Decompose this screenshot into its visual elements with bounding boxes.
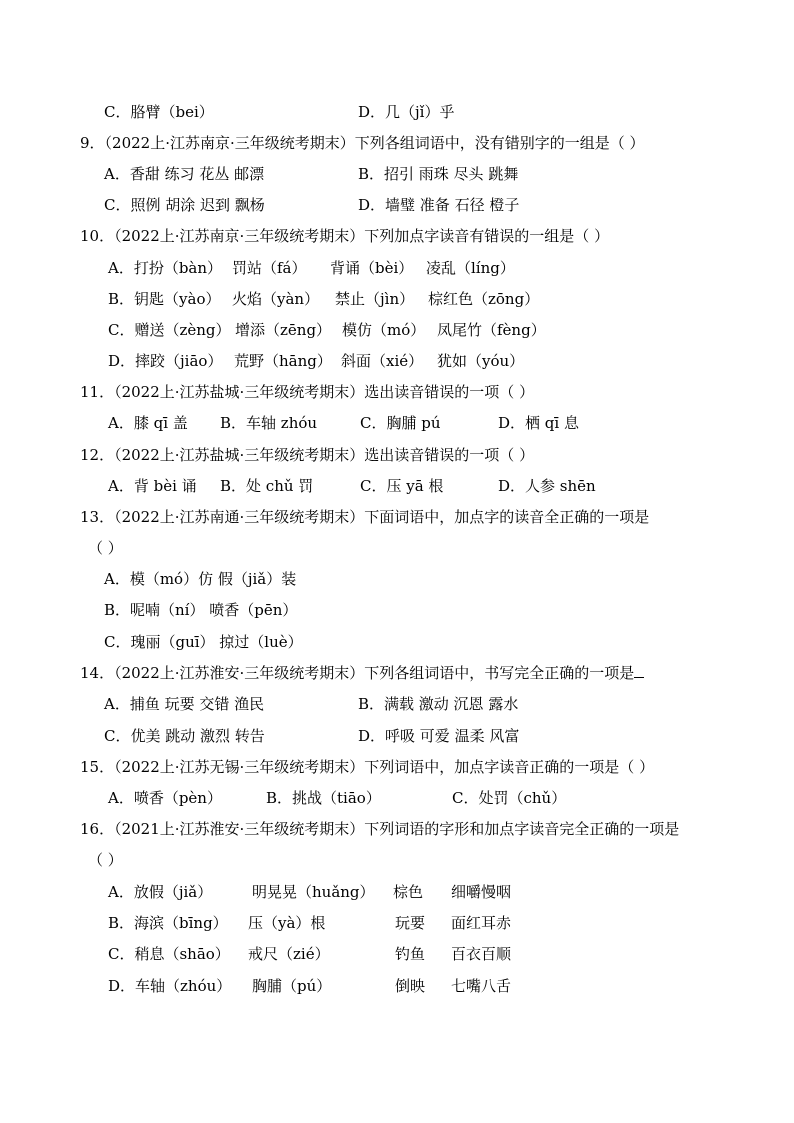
question-13-bracket: （ ） — [88, 539, 123, 557]
option-d: D．人参 shēn — [498, 477, 596, 495]
word-3: 斜面（xié） — [341, 352, 424, 370]
question-16: 16．（2021上·江苏淮安·三年级统考期末）下列词语的字形和加点字读音完全正确的一项是 — [80, 820, 680, 838]
question-9: 9．（2022上·江苏南京·三年级统考期末）下列各组词语中，没有错别字的一组是（ ） — [80, 134, 645, 152]
option-b: B．处 chǔ 罚 — [220, 477, 314, 495]
question-10: 10．（2022上·江苏南京·三年级统考期末）下列加点字读音有错误的一组是（ ） — [80, 227, 610, 245]
option-a: A．背 bèi 诵 — [108, 477, 197, 495]
option-a: A．香甜 练习 花丛 邮漂 — [104, 165, 265, 183]
word-1: D．摔跤（jiāo） — [108, 352, 223, 370]
word-4: 七嘴八舌 — [451, 977, 512, 995]
word-3: 玩要 — [395, 914, 426, 932]
word-2: 增添（zēng） — [235, 321, 332, 339]
word-2: 罚站（fá） — [232, 259, 307, 277]
word-1: A．放假（jiǎ） — [108, 883, 213, 901]
option-c: C．胸脯 pú — [360, 414, 441, 432]
word-2: 胸脯（pú） — [252, 977, 332, 995]
word-2: 明晃晃（huǎng） — [252, 883, 375, 901]
option-b: B．招引 雨珠 尽头 跳舞 — [358, 165, 519, 183]
option-c: C．处罚（chǔ） — [452, 789, 567, 807]
option-b: B．车轴 zhóu — [220, 414, 318, 432]
answer-blank — [634, 663, 644, 678]
option-b: B．挑战（tiāo） — [266, 789, 381, 807]
word-2: 戒尺（zié） — [248, 945, 330, 963]
word-1: B．钥匙（yào） — [108, 290, 221, 308]
option-c: C．胳臂（bei） — [104, 103, 214, 121]
q13-option-a: A．模（mó）仿 假（jiǎ）装 — [104, 570, 297, 588]
word-1: C．稍息（shāo） — [108, 945, 230, 963]
option-c: C．压 yā 根 — [360, 477, 444, 495]
word-1: A．打扮（bàn） — [108, 259, 223, 277]
word-4: 百衣百顺 — [451, 945, 512, 963]
word-3: 倒映 — [395, 977, 426, 995]
word-4: 细嚼慢咽 — [451, 883, 512, 901]
word-2: 荒野（hāng） — [234, 352, 332, 370]
question-12: 12．（2022上·江苏盐城·三年级统考期末）选出读音错误的一项（ ） — [80, 446, 535, 464]
question-16-bracket: （ ） — [88, 851, 123, 869]
option-a: A．膝 qī 盖 — [108, 414, 188, 432]
word-1: B．海滨（bīng） — [108, 914, 228, 932]
word-3: 模仿（mó） — [342, 321, 426, 339]
word-1: C．赠送（zèng） — [108, 321, 231, 339]
word-4: 棕红色（zōng） — [428, 290, 540, 308]
word-2: 压（yà）根 — [248, 914, 326, 932]
question-11: 11．（2022上·江苏盐城·三年级统考期末）选出读音错误的一项（ ） — [80, 383, 535, 401]
q13-option-b: B．呢喃（ní） 喷香（pēn） — [104, 601, 298, 619]
question-13: 13．（2022上·江苏南通·三年级统考期末）下面词语中，加点字的读音全正确的一项是 — [80, 508, 650, 526]
word-3: 禁止（jìn） — [335, 290, 415, 308]
q13-option-c: C．瑰丽（guī） 掠过（luè） — [104, 633, 303, 651]
word-4: 面红耳赤 — [451, 914, 512, 932]
option-a: A．喷香（pèn） — [108, 789, 222, 807]
word-3: 钓鱼 — [395, 945, 426, 963]
option-d: D．墙璧 准备 石径 橙子 — [358, 196, 520, 214]
option-c: C．优美 跳动 激烈 转告 — [104, 727, 265, 745]
word-4: 犹如（yóu） — [437, 352, 525, 370]
question-15: 15．（2022上·江苏无锡·三年级统考期末）下列词语中，加点字读音正确的一项是（ ） — [80, 758, 655, 776]
option-c: C．照例 胡涂 迟到 飘杨 — [104, 196, 265, 214]
word-2: 火焰（yàn） — [232, 290, 320, 308]
option-d: D．栖 qī 息 — [498, 414, 579, 432]
option-a: A．捕鱼 玩要 交错 渔民 — [104, 695, 265, 713]
word-4: 凤尾竹（fèng） — [437, 321, 546, 339]
option-b: B．满载 激动 沉恩 露水 — [358, 695, 519, 713]
word-4: 凌乱（líng） — [426, 259, 515, 277]
question-14 — [80, 663, 644, 683]
option-d: D．呼吸 可爱 温柔 风富 — [358, 727, 520, 745]
option-d: D．几（jǐ）乎 — [358, 103, 455, 121]
word-1: D．车轴（zhóu） — [108, 977, 232, 995]
question-14-text: 14．（2022上·江苏淮安·三年级统考期末）下列各组词语中，书写完全正确的一项是 — [80, 664, 635, 682]
word-3: 背诵（bèi） — [330, 259, 414, 277]
word-3: 棕色 — [393, 883, 424, 901]
